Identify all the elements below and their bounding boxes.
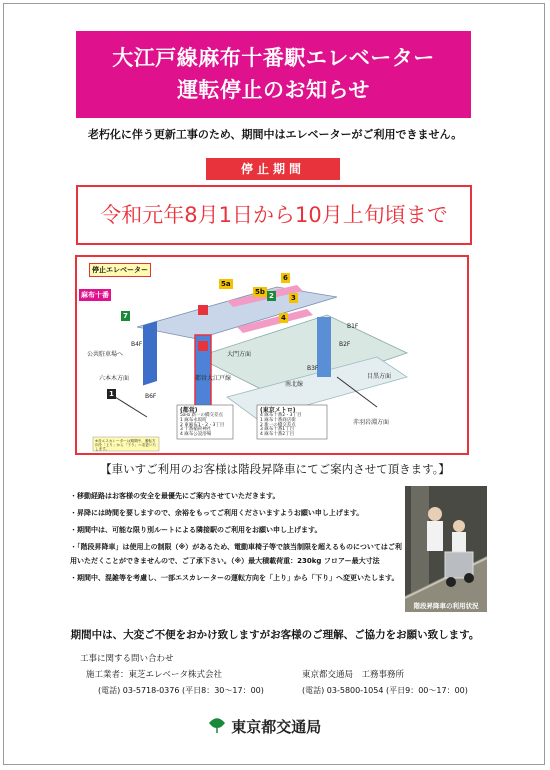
exit-6: 6	[283, 274, 288, 282]
nanboku-line-label: 南北線	[285, 381, 304, 388]
exit-4: 4	[281, 314, 286, 322]
legend-toei-item: 2 東麻布1・2・3丁目	[180, 422, 225, 428]
elevator-shaft-left	[143, 321, 157, 386]
legend-toei-item: 3 十番稲荷神社	[180, 427, 212, 433]
exit-1: 1	[109, 390, 114, 398]
wheelchair-notice: 【車いすご利用のお客様は階段昇降車にてご案内させて頂きます。】	[100, 462, 450, 476]
note-item: ・期間中、混雑等を考慮し、一部エスカレーターの運転方向を「上り」から「下り」へ変更いたします。	[70, 574, 399, 582]
legend-toei-list	[180, 414, 224, 438]
title-line-1: 大江戸線麻布十番駅エレベーター	[112, 46, 435, 70]
floor-b2f: B2F	[339, 341, 351, 348]
legend-metro-item: 4 麻布十番2丁目	[260, 432, 295, 438]
photo-illustration	[405, 486, 487, 612]
exit-5b: 5b	[255, 288, 265, 296]
title-line-2: 運転停止のお知らせ	[177, 78, 370, 102]
logo-text: 東京都交通局	[231, 718, 322, 736]
legend-metro-item: 3 麻布十番1丁目	[260, 427, 295, 433]
note-item: ・「階段昇降車」は使用上の制限（※）があるため、電動車椅子等で該当制限を超えるものについてはご利用いただくことができませんので、ご了承下さい。（※）最大積載荷重：230kg フロアー最大寸法	[70, 543, 402, 565]
note-item: ・期間中は、可能な限り別ルートによる隣接駅のご利用をお願い申し上げます。	[70, 526, 322, 534]
roppongi-direction: 六本木方面	[99, 375, 130, 382]
floor-b6f: B6F	[145, 393, 157, 400]
notes-list	[70, 489, 406, 588]
daimon-direction: 大門方面	[227, 351, 252, 358]
lead-text: 老朽化に伴う更新工事のため、期間中はエレベーターがご利用できません。	[87, 128, 463, 141]
period-box	[76, 185, 472, 245]
exit-2: 2	[269, 292, 274, 300]
contact-block	[80, 651, 500, 699]
office-tel: (電話) 03-5800-1054 (平日9：00〜17：00)	[302, 686, 468, 695]
period-label: 停止期間	[206, 158, 340, 180]
legend-metro-item: 4 麻布十番2・3丁目	[260, 413, 302, 418]
exit-5a: 5a	[221, 280, 231, 288]
floor-b3f: B3F	[307, 365, 319, 372]
legend-metro-item: 1 麻布十番商店街	[260, 417, 296, 423]
contractor-label: 施工業者：東芝エレベータ株式会社	[86, 670, 223, 680]
oedo-line-label: 都営大江戸線	[195, 375, 232, 382]
public-parking: 公共駐車場へ	[87, 351, 124, 358]
period-text: 令和元年8月1日から10月上旬頃まで	[100, 203, 448, 227]
floor-b1f: B1F	[347, 323, 359, 330]
escalator-note: ※各エスカレーターは期間中、運転方向を「上り」から「下り」へ変更いたします。	[95, 439, 157, 451]
ginkgo-leaf-icon	[208, 717, 226, 735]
office-label: 東京都交通局 工務事務所	[302, 670, 405, 680]
station-map	[75, 255, 469, 455]
meguro-direction: 目黒方面	[367, 373, 392, 380]
notice-title	[76, 31, 471, 118]
stopped-marker	[198, 341, 208, 351]
legend-metro-title: (東京メトロ)	[260, 407, 296, 414]
legend-metro-list	[260, 414, 302, 438]
akabane-direction: 赤羽岩淵方面	[353, 419, 390, 426]
note-item: ・昇降には時間を要しますので、余裕をもってご利用くださいますようお願い申し上げます。	[70, 509, 364, 517]
legend-toei-item: 4 麻布公設浴場	[180, 432, 212, 438]
elevator-shaft-right	[317, 317, 331, 377]
stair-lift-photo	[405, 486, 487, 612]
legend-metro-item: 2 新一の橋交差点	[260, 422, 296, 428]
legend-toei-title: (都営)	[180, 407, 198, 414]
logo	[208, 716, 321, 737]
note-item: ・移動経路はお客様の安全を最優先にご案内させていただきます。	[70, 492, 280, 500]
stopped-elevator-label: 停止エレベーター	[89, 263, 151, 277]
stopped-marker	[198, 305, 208, 315]
floor-b4f: B4F	[131, 341, 143, 348]
exit-3: 3	[291, 294, 296, 302]
legend-toei-item: 1 麻布永坂町	[180, 417, 207, 423]
exit-7: 7	[123, 312, 128, 320]
legend-toei-item: 5a-b 新一の橋交差点	[180, 413, 224, 418]
photo-caption: 階段昇降車の利用状況	[413, 602, 479, 610]
closing-text: 期間中は、大変ご不便をおかけ致しますがお客様のご理解、ご協力をお願い致します。	[70, 629, 480, 641]
station-name-tag: 麻布十番	[81, 291, 109, 299]
contact-heading: 工事に関する問い合わせ	[80, 654, 174, 664]
contractor-tel: (電話) 03-5718-0376 (平日8：30〜17：00)	[98, 686, 264, 695]
